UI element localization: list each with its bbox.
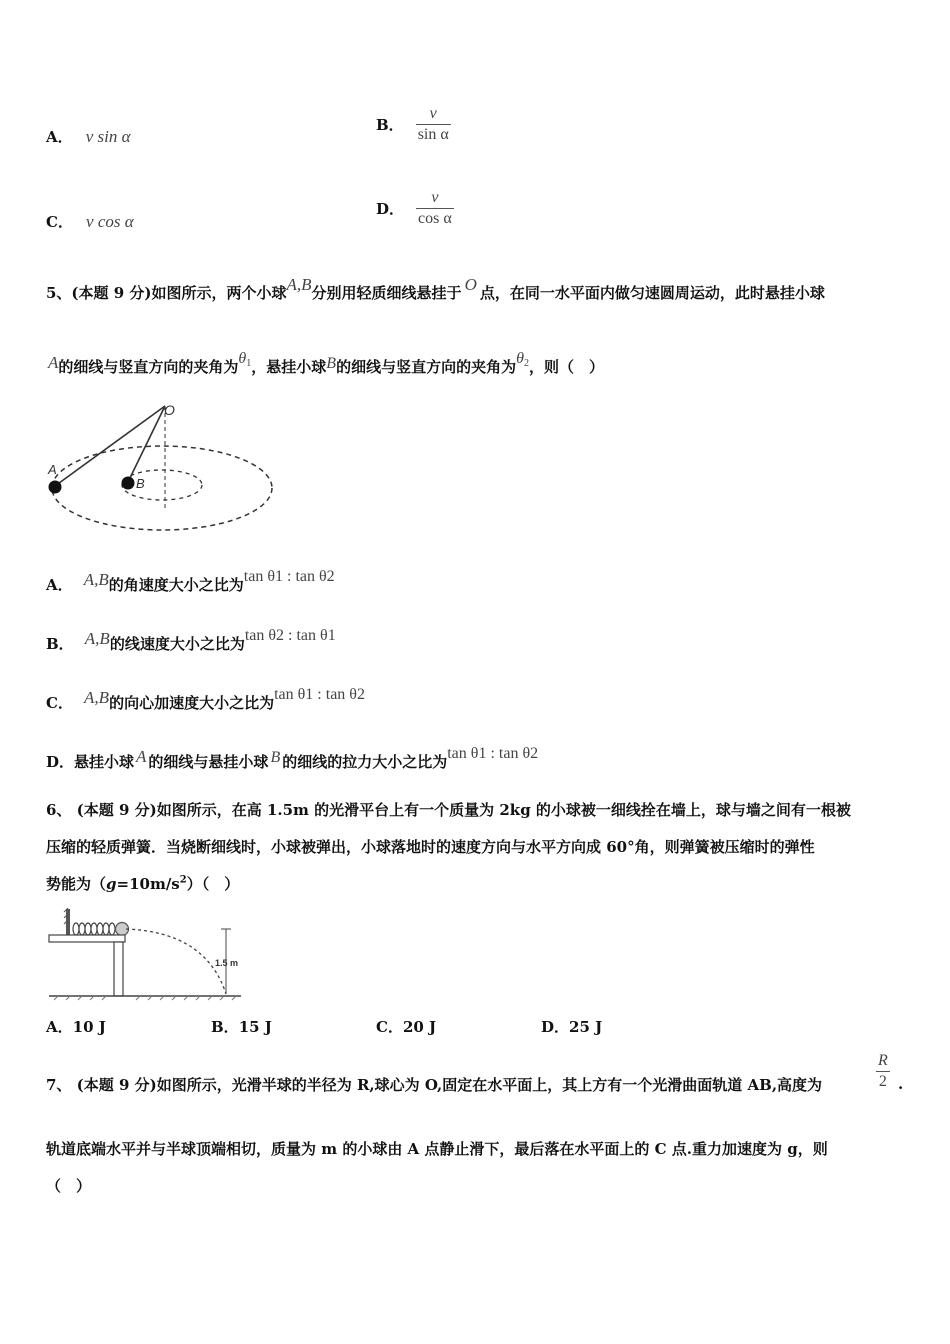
q7-stem-line2: 轨道底端水平并与半球顶端相切，质量为 m 的小球由 A 点静止滑下，最后落在水平面上的 C 点.重力加速度为 g，则	[46, 1140, 828, 1158]
label-b: B	[136, 476, 145, 491]
q6-option-d: D．25 J	[541, 1018, 603, 1036]
label-o: O	[164, 402, 175, 418]
q5-stem-line2: A的细线与竖直方向的夹角为$\theta_1$，悬挂小球B的细线与竖直方向的夹角为$\theta_2$，则（ ）	[48, 350, 604, 376]
q4-option-c-formula: v cos α	[86, 212, 134, 231]
q7-stem-line3: （ ）	[46, 1177, 92, 1195]
q4-option-b: B． $\frac{v}{\text{sin α}}$	[376, 105, 449, 143]
q5-option-d: D．悬挂小球 A 的细线与悬挂小球 B 的细线的拉力大小之比为tan θ1 : tan θ2	[46, 745, 539, 771]
label-a: A	[48, 462, 57, 477]
ball-a	[49, 481, 62, 494]
q4-option-d: D． $\frac{v}{\text{cos α}}$	[376, 189, 452, 227]
height-label: 1.5 m	[215, 958, 239, 968]
q6-stem-line2: 压缩的轻质弹簧．当烧断细线时，小球被弹出，小球落地时的速度方向与水平方向成 60°角，则弹簧被压缩时的弹性	[46, 838, 815, 856]
large-orbit-circle	[52, 446, 272, 530]
q6-option-b: B．15 J	[211, 1018, 272, 1036]
q4-option-a: A． v sin α	[46, 127, 131, 146]
spring	[73, 923, 115, 935]
q5-option-c: C． A,B的向心加速度大小之比为tan θ1 : tan θ2	[46, 686, 365, 712]
q6-option-a: A．10 J	[46, 1018, 106, 1036]
q6-option-c: C．20 J	[376, 1018, 437, 1036]
q7-period: .	[898, 1075, 904, 1093]
platform-leg	[114, 942, 123, 996]
q6-spring-figure	[46, 904, 256, 1004]
q6-stem-line1: 6、 (本题 9 分)如图所示，在高 1.5m 的光滑平台上有一个质量为 2kg 的小球被一细线拴在墙上，球与墙之间有一根被	[46, 801, 851, 819]
q5-stem-line1: 5、(本题 9 分)如图所示，两个小球A,B分别用轻质细线悬挂于 O 点，在同一水平面内做匀速圆周运动，此时悬挂小球	[46, 275, 825, 302]
q7-stem-line1: 7、 (本题 9 分)如图所示，光滑半球的半径为 R,球心为 O,固定在水平面上，其上方有一个光滑曲面轨道 AB,高度为	[46, 1076, 823, 1094]
trajectory	[126, 929, 226, 994]
ball-b	[122, 477, 135, 490]
q5-option-b: B． A,B的线速度大小之比为tan θ2 : tan θ1	[46, 627, 336, 653]
q4-option-c: C． v cos α	[46, 212, 134, 231]
q4-option-b-fraction: $\frac{v}{\text{sin α}}$	[417, 105, 449, 143]
platform	[49, 935, 125, 942]
q4-option-a-formula: v sin α	[85, 127, 131, 146]
q5-option-a: A． A,B的角速度大小之比为tan θ1 : tan θ2	[46, 568, 335, 594]
q7-height-fraction: $\frac{R}{2}$	[878, 1052, 888, 1090]
q4-option-d-fraction: $\frac{v}{\text{cos α}}$	[418, 189, 452, 227]
q6-stem-line3: 势能为$(g=10m/s^2)$（ ）	[46, 874, 240, 893]
q5-pendulum-figure	[40, 398, 280, 538]
